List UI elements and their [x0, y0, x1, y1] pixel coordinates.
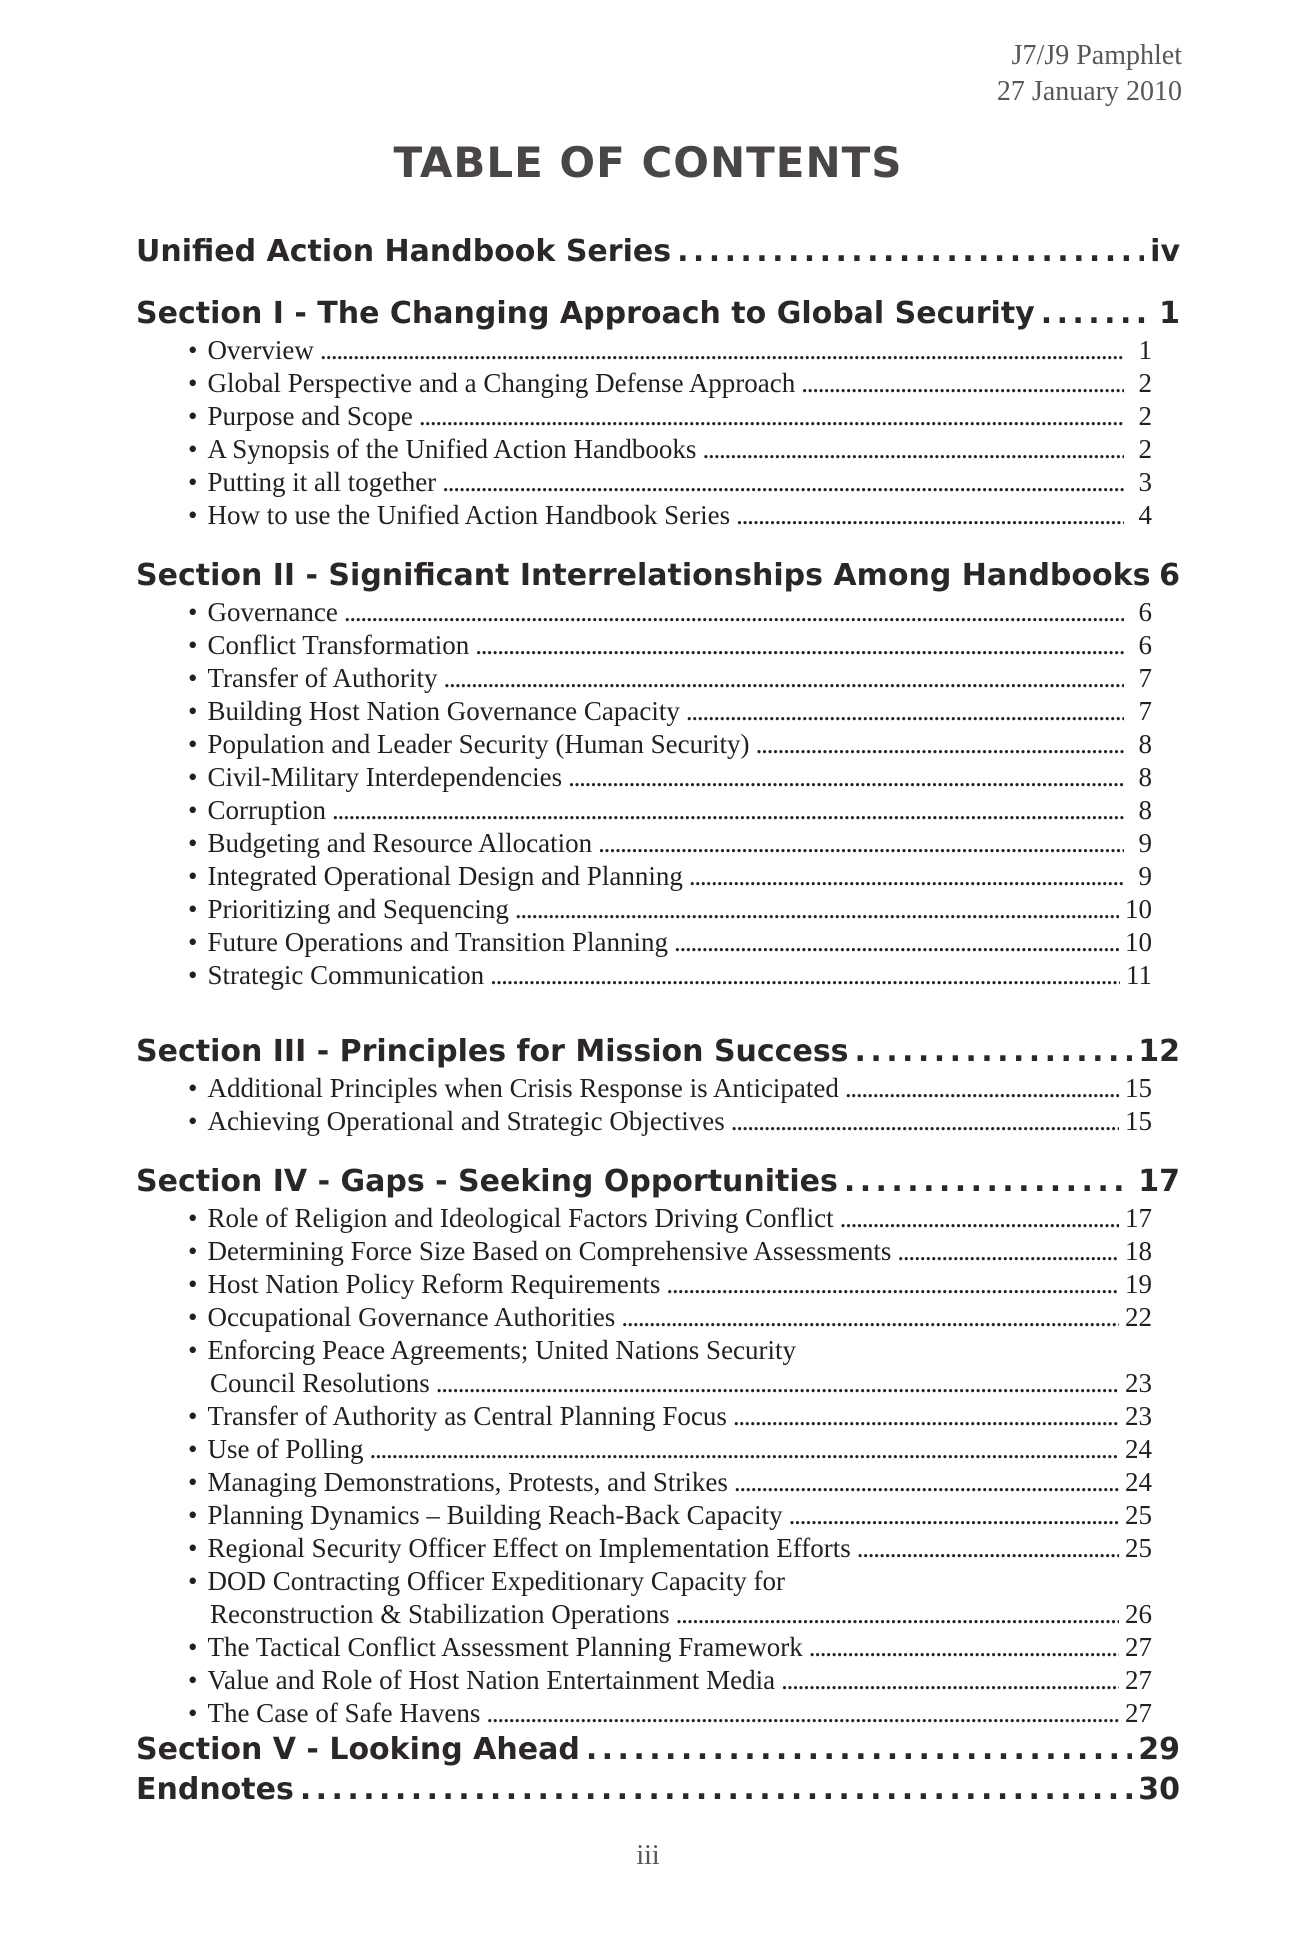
entry-page-number: 2 [1138, 401, 1152, 431]
dot-leader [702, 433, 1124, 466]
dot-leader [897, 1235, 1119, 1268]
entry-page-number: 17 [1125, 1203, 1152, 1233]
entry-page-number: 1 [1138, 335, 1152, 365]
dot-leader [677, 232, 1144, 272]
entry-page-number: 18 [1125, 1236, 1152, 1266]
toc-entry[interactable] [188, 1631, 1152, 1664]
entry-page-number: 22 [1125, 1302, 1152, 1332]
bullet-icon: • [188, 960, 198, 990]
dot-leader [443, 662, 1124, 695]
entry-page-number: 27 [1125, 1632, 1152, 1662]
dot-leader [734, 1466, 1119, 1499]
entry-label: Transfer of Authority as Central Planning Focus [207, 1401, 727, 1431]
toc-section-1[interactable] [136, 294, 1180, 334]
section-page-number: 12 [1138, 1034, 1180, 1069]
toc-entry[interactable] [188, 466, 1152, 499]
entry-label: Building Host Nation Governance Capacity [207, 696, 680, 726]
entry-label-continued: Reconstruction & Stabilization Operations [210, 1599, 670, 1629]
section-3-items [188, 1072, 1152, 1138]
entry-page-number: 6 [1138, 597, 1152, 627]
page-title: TABLE OF CONTENTS [393, 138, 903, 187]
section-title: Section IV - Gaps - Seeking Opportunities [136, 1164, 838, 1199]
toc-entry[interactable] [188, 728, 1152, 761]
bullet-icon: • [188, 368, 198, 398]
section-title: Unified Action Handbook Series [136, 234, 672, 269]
entry-label: Managing Demonstrations, Protests, and Strikes [207, 1467, 728, 1497]
dot-leader [857, 1532, 1119, 1565]
entry-label: Population and Leader Security (Human Security) [207, 729, 750, 759]
bullet-icon: • [188, 335, 198, 365]
toc-entry[interactable] [188, 926, 1152, 959]
bullet-icon: • [188, 1106, 198, 1136]
entry-label: Purpose and Scope [207, 401, 413, 431]
section-title: Section III - Principles for Mission Success [136, 1034, 849, 1069]
entry-label: Overview [207, 335, 314, 365]
entry-label: Use of Polling [207, 1434, 364, 1464]
toc-entry[interactable] [188, 596, 1152, 629]
toc-entry[interactable] [188, 629, 1152, 662]
entry-page-number: 25 [1125, 1500, 1152, 1530]
toc-entry[interactable] [188, 893, 1152, 926]
bullet-icon: • [188, 663, 198, 693]
toc-entry[interactable] [188, 761, 1152, 794]
entry-label: Occupational Governance Authorities [207, 1302, 616, 1332]
bullet-icon: • [188, 1302, 198, 1332]
entry-label: Value and Role of Host Nation Entertainment Media [207, 1665, 776, 1695]
toc-entry[interactable] [188, 433, 1152, 466]
dot-leader [320, 334, 1124, 367]
toc-entry[interactable] [188, 1202, 1152, 1235]
entry-page-number: 9 [1138, 861, 1152, 891]
entry-label: How to use the Unified Action Handbook Series [207, 500, 731, 530]
entry-page-number: 9 [1138, 828, 1152, 858]
entry-label: Prioritizing and Sequencing [207, 894, 509, 924]
entry-label: Strategic Communication [207, 960, 485, 990]
bullet-icon: • [188, 1698, 198, 1728]
entry-page-number: 27 [1125, 1698, 1152, 1728]
entry-page-number: 15 [1125, 1073, 1152, 1103]
entry-page-number: 8 [1138, 729, 1152, 759]
entry-label: Enforcing Peace Agreements; United Nations Security [207, 1335, 797, 1365]
bullet-icon: • [188, 828, 198, 858]
toc-entry[interactable] [188, 1105, 1152, 1138]
bullet-icon: • [188, 1236, 198, 1266]
entry-page-number: 3 [1138, 467, 1152, 497]
entry-label: Role of Religion and Ideological Factors Driving Conflict [207, 1203, 834, 1233]
bullet-icon: • [188, 467, 198, 497]
bullet-icon: • [188, 1434, 198, 1464]
bullet-icon: • [188, 861, 198, 891]
toc-entry[interactable] [188, 1268, 1152, 1301]
bullet-icon: • [188, 500, 198, 530]
dot-leader [344, 596, 1124, 629]
dot-leader [1041, 294, 1153, 334]
entry-label: The Tactical Conflict Assessment Planning Framework [207, 1632, 803, 1662]
dot-leader [369, 1433, 1119, 1466]
bullet-icon: • [188, 1566, 198, 1596]
section-title: Endnotes [136, 1772, 294, 1807]
entry-label: Corruption [207, 795, 326, 825]
dot-leader [789, 1499, 1119, 1532]
dot-leader [756, 728, 1124, 761]
toc-entry[interactable] [188, 860, 1152, 893]
bullet-icon: • [188, 630, 198, 660]
entry-page-number: 4 [1138, 500, 1152, 530]
toc-entry[interactable] [188, 1433, 1152, 1466]
section-page-number: iv [1150, 234, 1180, 269]
toc-entry[interactable] [188, 662, 1152, 695]
entry-page-number: 2 [1138, 368, 1152, 398]
toc-entry[interactable] [188, 1334, 1152, 1400]
entry-page-number: 8 [1138, 762, 1152, 792]
page-number: iii [636, 1840, 660, 1871]
dot-leader [731, 1105, 1119, 1138]
dot-leader [621, 1301, 1119, 1334]
section-1-items [188, 334, 1152, 532]
section-page-number: 17 [1138, 1164, 1180, 1199]
entry-label: Regional Security Officer Effect on Implementation Efforts [207, 1533, 851, 1563]
bullet-icon: • [188, 1269, 198, 1299]
section-title: Section II - Significant Interrelationships Among Handbooks [136, 558, 1151, 593]
dot-leader [674, 926, 1119, 959]
toc-entry[interactable] [188, 1499, 1152, 1532]
entry-page-number: 2 [1138, 434, 1152, 464]
section-4-items [188, 1202, 1152, 1730]
dot-leader [801, 367, 1124, 400]
entry-page-number: 7 [1138, 696, 1152, 726]
bullet-icon: • [188, 1401, 198, 1431]
bullet-icon: • [188, 1467, 198, 1497]
entry-label-continued: Council Resolutions [210, 1368, 430, 1398]
bullet-icon: • [188, 1073, 198, 1103]
dot-leader [689, 860, 1124, 893]
entry-label: Transfer of Authority [207, 663, 438, 693]
dot-leader [840, 1202, 1119, 1235]
toc-entry[interactable] [188, 1664, 1152, 1697]
entry-label: Civil-Military Interdependencies [207, 762, 563, 792]
bullet-icon: • [188, 795, 198, 825]
toc-entry[interactable] [188, 367, 1152, 400]
bullet-icon: • [188, 927, 198, 957]
section-2-items [188, 596, 1152, 992]
entry-label: Future Operations and Transition Planning [207, 927, 668, 957]
toc-entry[interactable] [188, 959, 1152, 992]
dot-leader [436, 1367, 1119, 1400]
dot-leader [332, 794, 1124, 827]
toc-section-4[interactable] [136, 1162, 1180, 1202]
table-of-contents [136, 232, 1180, 1810]
bullet-icon: • [188, 401, 198, 431]
entry-label: A Synopsis of the Unified Action Handbooks [207, 434, 697, 464]
section-page-number: 29 [1138, 1732, 1180, 1767]
entry-page-number: 23 [1125, 1401, 1152, 1431]
toc-entry[interactable] [188, 695, 1152, 728]
toc-entry[interactable] [188, 499, 1152, 532]
entry-label: Planning Dynamics – Building Reach-Back Capacity [207, 1500, 783, 1530]
entry-page-number: 26 [1125, 1599, 1152, 1629]
dot-leader [598, 827, 1124, 860]
bullet-icon: • [188, 894, 198, 924]
toc-section-5[interactable] [136, 1730, 1180, 1770]
entry-label: Achieving Operational and Strategic Objectives [207, 1106, 725, 1136]
dot-leader [844, 1162, 1132, 1202]
dot-leader [515, 893, 1119, 926]
entry-label: Budgeting and Resource Allocation [207, 828, 593, 858]
dot-leader [845, 1072, 1119, 1105]
toc-entry[interactable] [188, 1301, 1152, 1334]
dot-leader [676, 1598, 1119, 1631]
entry-page-number: 6 [1138, 630, 1152, 660]
bullet-icon: • [188, 1632, 198, 1662]
toc-entry[interactable] [188, 794, 1152, 827]
entry-page-number: 23 [1125, 1368, 1152, 1398]
toc-section-2[interactable] [136, 556, 1180, 596]
bullet-icon: • [188, 434, 198, 464]
toc-entry[interactable] [188, 400, 1152, 433]
toc-section-3[interactable] [136, 1032, 1180, 1072]
document-header [997, 38, 1182, 110]
dot-leader [666, 1268, 1119, 1301]
dot-leader [781, 1664, 1119, 1697]
entry-label: Host Nation Policy Reform Requirements [207, 1269, 661, 1299]
entry-page-number: 7 [1138, 663, 1152, 693]
entry-page-number: 10 [1125, 927, 1152, 957]
bullet-icon: • [188, 1665, 198, 1695]
dot-leader [809, 1631, 1119, 1664]
entry-label: Governance [207, 597, 338, 627]
entry-label: Determining Force Size Based on Comprehensive Assessments [207, 1236, 892, 1266]
toc-entry[interactable] [188, 1235, 1152, 1268]
dot-leader [475, 629, 1124, 662]
section-page-number: 6 [1159, 558, 1180, 593]
toc-entry[interactable] [188, 1466, 1152, 1499]
toc-entry[interactable] [188, 1565, 1152, 1631]
entry-page-number: 15 [1125, 1106, 1152, 1136]
bullet-icon: • [188, 762, 198, 792]
dot-leader [300, 1770, 1132, 1810]
section-page-number: 1 [1159, 296, 1180, 331]
entry-label: Additional Principles when Crisis Response is Anticipated [207, 1073, 839, 1103]
dot-leader [486, 1697, 1119, 1730]
section-title: Section V - Looking Ahead [136, 1732, 580, 1767]
dot-leader [442, 466, 1124, 499]
toc-entry[interactable] [188, 1400, 1152, 1433]
entry-page-number: 10 [1125, 894, 1152, 924]
dot-leader [733, 1400, 1119, 1433]
entry-label: Conflict Transformation [207, 630, 470, 660]
dot-leader [686, 695, 1124, 728]
document-date: 27 January 2010 [996, 76, 1182, 107]
bullet-icon: • [188, 1533, 198, 1563]
dot-leader [490, 959, 1120, 992]
toc-section-endnotes[interactable] [136, 1770, 1180, 1810]
entry-page-number: 8 [1138, 795, 1152, 825]
entry-label: Putting it all together [207, 467, 437, 497]
bullet-icon: • [188, 696, 198, 726]
toc-entry[interactable] [188, 827, 1152, 860]
bullet-icon: • [188, 1335, 198, 1365]
bullet-icon: • [188, 1203, 198, 1233]
entry-label: Integrated Operational Design and Planning [207, 861, 683, 891]
toc-entry[interactable] [188, 1532, 1152, 1565]
entry-page-number: 24 [1125, 1434, 1152, 1464]
dot-leader [419, 400, 1124, 433]
entry-label: DOD Contracting Officer Expeditionary Capacity for [207, 1566, 786, 1596]
entry-label: The Case of Safe Havens [207, 1698, 481, 1728]
toc-entry[interactable] [188, 334, 1152, 367]
section-page-number: 30 [1138, 1772, 1180, 1807]
bullet-icon: • [188, 597, 198, 627]
entry-page-number: 19 [1125, 1269, 1152, 1299]
bullet-icon: • [188, 729, 198, 759]
dot-leader [736, 499, 1124, 532]
entry-label: Global Perspective and a Changing Defense Approach [207, 368, 796, 398]
bullet-icon: • [188, 1500, 198, 1530]
toc-entry[interactable] [188, 1072, 1152, 1105]
entry-page-number: 25 [1125, 1533, 1152, 1563]
entry-page-number: 27 [1125, 1665, 1152, 1695]
dot-leader [1154, 556, 1155, 596]
entry-page-number: 24 [1125, 1467, 1152, 1497]
dot-leader [855, 1032, 1133, 1072]
toc-section-handbook-series[interactable] [136, 232, 1180, 272]
entry-page-number: 11 [1126, 960, 1152, 990]
section-title: Section I - The Changing Approach to Global Security [136, 296, 1035, 331]
dot-leader [586, 1730, 1132, 1770]
toc-entry[interactable] [188, 1697, 1152, 1730]
dot-leader [568, 761, 1124, 794]
document-id: J7/J9 Pamphlet [1011, 40, 1182, 71]
